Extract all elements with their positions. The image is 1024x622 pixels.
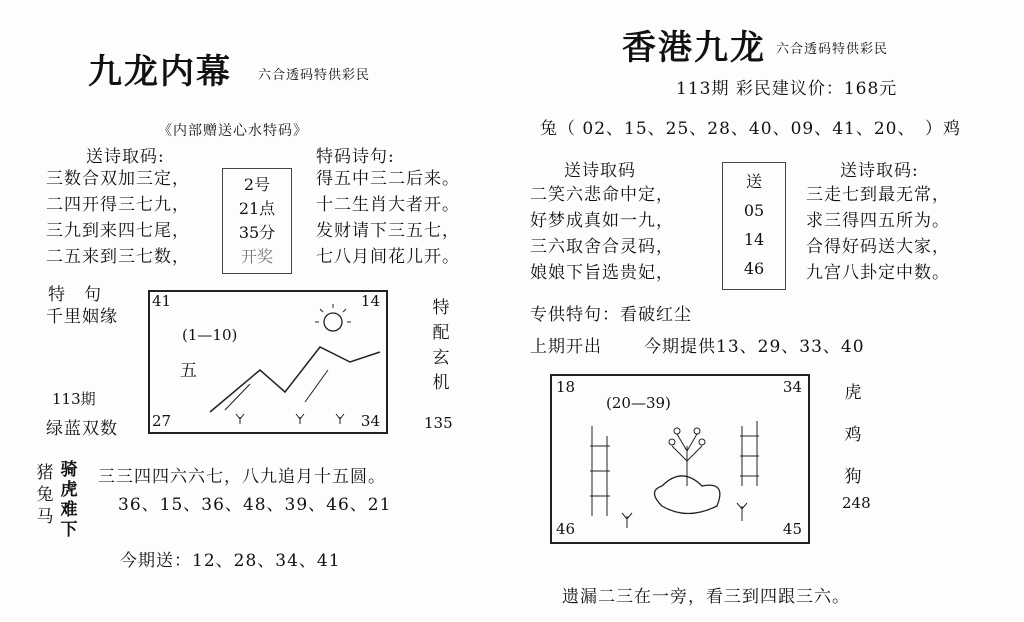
phrase-char: 下	[60, 520, 78, 540]
right-poem-header-left: 送诗取码	[564, 161, 636, 181]
offer-numbers: 今期提供13、29、33、40	[644, 337, 865, 357]
color-hint: 绿蓝双数	[46, 419, 118, 439]
poem-line: 合得好码送大家，	[806, 237, 950, 257]
issue-number: 113期	[52, 390, 96, 408]
right-price: 113期 彩民建议价：168元	[676, 79, 898, 99]
left-special-poem-header: 特码诗句:	[316, 147, 395, 167]
animal-char: 马	[36, 507, 54, 527]
animal-char: 兔	[36, 485, 54, 505]
sketch-corner-tr: 34	[782, 378, 802, 396]
sketch-corner-br: 34	[360, 412, 380, 430]
left-poem-left	[46, 166, 190, 270]
poem-line: 三六取舍合灵码，	[530, 237, 674, 257]
right-poem-right	[806, 182, 950, 286]
right-poem-left	[530, 182, 674, 286]
draw-hour: 21点	[238, 199, 276, 218]
left-sketch-box	[148, 290, 388, 434]
poem-line: 三走七到最无常，	[806, 185, 950, 205]
gift-number: 14	[743, 230, 765, 249]
poem-line: 二五来到三七数，	[46, 247, 190, 267]
left-title: 九龙内幕	[88, 52, 232, 92]
left-numbers: 36、15、36、48、39、46、21	[118, 495, 392, 515]
phrase-char: 难	[60, 500, 78, 520]
sketch-corner-tl: 41	[152, 292, 172, 310]
poem-line: 三九到来四七尾，	[46, 221, 190, 241]
right-subtitle: 六合透码特供彩民	[776, 42, 889, 57]
side-char: 狗	[844, 467, 862, 487]
left-draw-time-box	[222, 168, 292, 274]
left-side-vertical	[430, 296, 452, 396]
animals-left	[34, 462, 56, 528]
side-char: 虎	[844, 383, 862, 403]
sketch-char: 五	[180, 361, 198, 381]
today-gift: 今期送：12、28、34、41	[120, 551, 341, 571]
animals-phrase	[58, 460, 80, 540]
right-gift-box	[722, 162, 786, 290]
side-char: 玄	[432, 348, 450, 368]
right-side-number: 248	[842, 494, 871, 512]
gift-label: 送	[745, 172, 762, 191]
sketch-range: (1—10)	[182, 326, 238, 344]
phrase-char: 骑	[60, 460, 78, 480]
draw-number: 2号	[243, 175, 271, 194]
special-label: 特 句	[48, 285, 102, 305]
right-title: 香港九龙	[622, 28, 766, 68]
special-phrase: 千里姻缘	[46, 307, 118, 327]
sketch-corner-bl: 27	[152, 412, 172, 430]
side-char: 配	[432, 323, 450, 343]
gift-number: 05	[743, 201, 765, 220]
right-side-vertical	[842, 372, 864, 498]
left-side-number: 135	[424, 414, 453, 432]
poem-line: 三数合双加三定，	[46, 169, 190, 189]
gift-number: 46	[743, 259, 765, 278]
sketch-corner-tr: 14	[360, 292, 380, 310]
last-draw-label: 上期开出	[530, 337, 602, 357]
left-subtitle: 六合透码特供彩民	[258, 68, 371, 83]
left-poem-header: 送诗取码:	[86, 147, 165, 167]
poem-line: 七八月间花儿开。	[316, 247, 460, 267]
phrase-char: 虎	[60, 480, 78, 500]
side-char: 机	[432, 373, 450, 393]
bottom-verse: 遗漏二三在一旁，看三到四跟三六。	[562, 587, 850, 607]
poem-line: 二笑六悲命中定，	[530, 185, 674, 205]
sketch-corner-bl: 46	[556, 520, 576, 538]
left-verse: 三三四四六六七，八九追月十五圆。	[98, 467, 386, 487]
right-sketch-box	[550, 374, 810, 544]
poem-line: 发财请下三五七，	[316, 221, 460, 241]
draw-label: 开奖	[240, 247, 273, 266]
rabbit-rooster-numbers: 兔（ 02、15、25、28、40、09、41、20、 ）鸡	[540, 119, 961, 139]
poem-line: 十二生肖大者开。	[316, 195, 460, 215]
poem-line: 二四开得三七九，	[46, 195, 190, 215]
poem-line: 娘娘下旨选贵妃，	[530, 263, 674, 283]
left-poem-right	[316, 166, 460, 270]
left-gift-note: 《内部赠送心水特码》	[158, 123, 308, 139]
poem-line: 九宫八卦定中数。	[806, 263, 950, 283]
right-special-phrase: 专供特句：看破红尘	[530, 305, 692, 325]
right-poem-header-right: 送诗取码:	[840, 161, 919, 181]
sketch-corner-br: 45	[782, 520, 802, 538]
side-char: 特	[432, 298, 450, 318]
draw-minute: 35分	[238, 223, 276, 242]
sketch-corner-tl: 18	[556, 378, 576, 396]
poem-line: 得五中三二后来。	[316, 169, 460, 189]
animal-char: 猪	[36, 463, 54, 483]
side-char: 鸡	[844, 425, 862, 445]
sketch-range: (20—39)	[606, 394, 671, 412]
poem-line: 求三得四五所为。	[806, 211, 950, 231]
flower-sketch	[552, 376, 808, 542]
poem-line: 好梦成真如一九，	[530, 211, 674, 231]
